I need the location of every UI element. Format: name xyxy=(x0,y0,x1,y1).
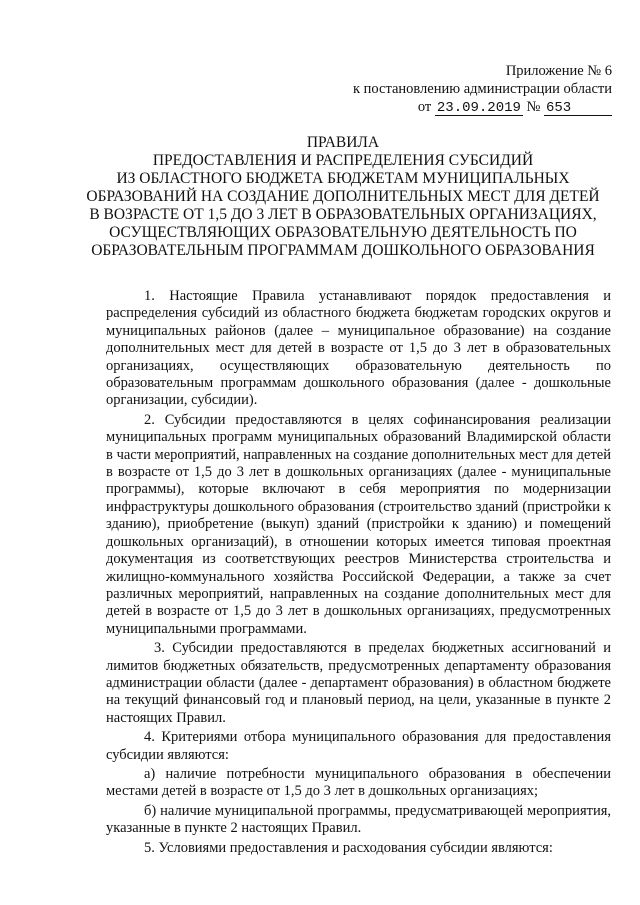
heading-line: ОБРАЗОВАТЕЛЬНЫМ ПРОГРАММАМ ДОШКОЛЬНОГО ОБРАЗОВАНИЯ xyxy=(91,242,595,259)
document-body xyxy=(106,288,611,859)
paragraph-3: 3. Субсидии предоставляются в пределах бюджетных ассигнований и лимитов бюджетных обязательств, предусмотренных департаменту образования администрации области (далее - департамент образования) в областном бюджете на текущий финансовый год и плановый период, на цели, указанные в пункте 2 настоящих Правил. xyxy=(106,640,611,726)
appendix-block xyxy=(353,62,612,116)
heading-line: ПРАВИЛА xyxy=(306,134,380,151)
paragraph-4a: а) наличие потребности муниципального образования в обеспечении местами детей в возрасте от 1,5 до 3 лет в дошкольных организациях; xyxy=(106,765,611,800)
number-prefix: № xyxy=(526,99,541,115)
date-value: 23.09.2019 xyxy=(436,100,521,116)
paragraph-5: 5. Условиями предоставления и расходования субсидии являются: xyxy=(144,839,553,856)
appendix-date-number xyxy=(353,98,612,116)
paragraph-2: 2. Субсидии предоставляются в целях софинансирования реализации муниципальных программ муниципальных образований Владимирской области в части мероприятий, направленных на создание дополнительных мест для детей в возрасте от 1,5 до 3 лет в дошкольных организациях (далее - муниципальные программы), которые включают в себя мероприятия по модернизации инфраструктуры дошкольного образования (строительство зданий (пристройки к зданию), приобретение (выкуп) зданий (пристройки к зданию) и помещений дошкольных организаций), в отношении которых имеется типовая проектная документация из соответствующих реестров Министерства строительства и жилищно-коммунального хозяйства Российской Федерации, а также за счет различных мероприятий, направленных на создание дополнительных мест для детей в возрасте от 1,5 до 3 лет в дошкольных организациях, предусмотренных муниципальными программами. xyxy=(106,411,611,637)
paragraph-4b: б) наличие муниципальной программы, предусматривающей мероприятия, указанные в пункте 2 настоящих Правил. xyxy=(106,802,611,837)
heading-line: ОБРАЗОВАНИЙ НА СОЗДАНИЕ ДОПОЛНИТЕЛЬНЫХ МЕСТ ДЛЯ ДЕТЕЙ xyxy=(86,188,600,205)
appendix-reference: к постановлению администрации области xyxy=(352,81,612,97)
paragraph-4: 4. Критериями отбора муниципального образования для предоставления субсидии являются: xyxy=(106,729,611,763)
heading-line: ОСУЩЕСТВЛЯЮЩИХ ОБРАЗОВАТЕЛЬНУЮ ДЕЯТЕЛЬНОСТЬ ПО xyxy=(109,224,577,241)
number-value: 653 xyxy=(544,101,612,116)
heading-line: ИЗ ОБЛАСТНОГО БЮДЖЕТА БЮДЖЕТАМ МУНИЦИПАЛЬНЫХ xyxy=(116,170,570,187)
date-prefix: от xyxy=(417,99,432,115)
paragraph-1: 1. Настоящие Правила устанавливают порядок предоставления и распределения субсидий из областного бюджета бюджетам городских округов и муниципальных районов (далее – муниципальное образование) на создание дополнительных мест для детей в возрасте от 1,5 до 3 лет в образовательных организациях, осуществляющих образовательную деятельность по образовательным программам дошкольного образования (далее - дошкольные организации, субсидии). xyxy=(106,288,611,409)
appendix-title: Приложение № 6 xyxy=(505,63,612,79)
document-heading xyxy=(78,134,608,260)
heading-line: ПРЕДОСТАВЛЕНИЯ И РАСПРЕДЕЛЕНИЯ СУБСИДИЙ xyxy=(152,152,534,169)
heading-line: В ВОЗРАСТЕ ОТ 1,5 ДО 3 ЛЕТ В ОБРАЗОВАТЕЛЬНЫХ ОРГАНИЗАЦИЯХ, xyxy=(89,206,597,223)
